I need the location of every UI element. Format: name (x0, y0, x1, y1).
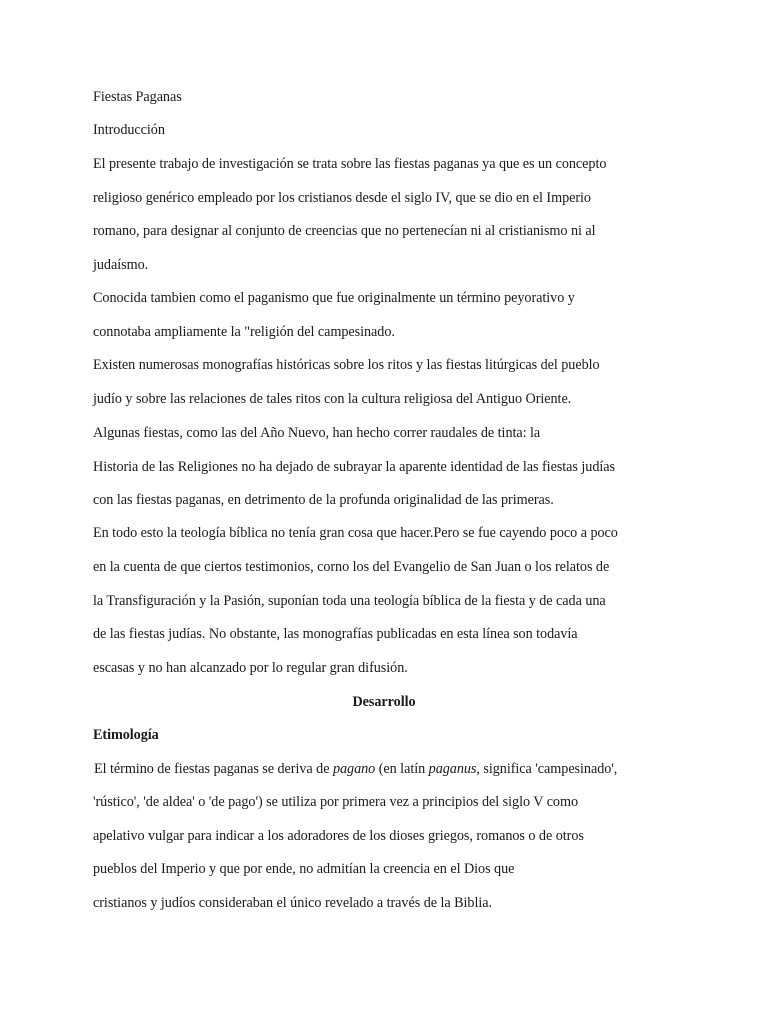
paragraph-line: apelativo vulgar para indicar a los adoradores de los dioses griegos, romanos o de otros (93, 828, 584, 844)
paragraph-line (94, 760, 617, 778)
text-run: , significa 'campesinado', (476, 761, 618, 777)
paragraph-line: En todo esto la teología bíblica no tenía gran cosa que hacer.Pero se fue cayendo poco a poco (93, 525, 618, 541)
text-run: El término de fiestas paganas se deriva de (94, 761, 333, 777)
paragraph-line: de las fiestas judías. No obstante, las monografías publicadas en esta línea son todavía (93, 626, 578, 642)
paragraph-line: 'rústico', 'de aldea' o 'de pago') se utiliza por primera vez a principios del siglo V como (93, 794, 579, 810)
intro-heading: Introducción (93, 122, 165, 138)
paragraph-line: Historia de las Religiones no ha dejado de subrayar la aparente identidad de las fiestas judías (93, 459, 615, 475)
paragraph-line: pueblos del Imperio y que por ende, no admitían la creencia en el Dios que (93, 861, 515, 877)
section-heading: Desarrollo (352, 694, 416, 710)
paragraph-line: Conocida tambien como el paganismo que fue originalmente un término peyorativo y (93, 290, 575, 306)
subsection-heading: Etimología (93, 727, 159, 743)
paragraph-line: escasas y no han alcanzado por lo regular gran difusión. (93, 660, 408, 676)
text-run: (en latín (375, 761, 429, 777)
italic-term: pagano (332, 761, 376, 777)
paragraph-line: Existen numerosas monografías históricas sobre los ritos y las fiestas litúrgicas del pueblo (93, 357, 600, 373)
paragraph-line: judaísmo. (93, 257, 149, 273)
paragraph-line: cristianos y judíos consideraban el único revelado a través de la Biblia. (93, 895, 492, 911)
paragraph-line: con las fiestas paganas, en detrimento de la profunda originalidad de las primeras. (93, 492, 554, 508)
paragraph-line: religioso genérico empleado por los cristianos desde el siglo IV, que se dio en el Imperio (93, 190, 591, 206)
italic-term: paganus (428, 761, 477, 777)
paragraph-line: romano, para designar al conjunto de creencias que no pertenecían ni al cristianismo ni al (93, 223, 596, 239)
paragraph-line: Algunas fiestas, como las del Año Nuevo, han hecho correr raudales de tinta: la (93, 425, 541, 441)
paragraph-line: judío y sobre las relaciones de tales ritos con la cultura religiosa del Antiguo Oriente. (93, 391, 572, 407)
document-title: Fiestas Paganas (93, 89, 182, 105)
paragraph-line: en la cuenta de que ciertos testimonios, corno los del Evangelio de San Juan o los relatos de (93, 559, 610, 575)
paragraph-line: El presente trabajo de investigación se trata sobre las fiestas paganas ya que es un concepto (93, 156, 607, 172)
paragraph-line: la Transfiguración y la Pasión, suponían toda una teología bíblica de la fiesta y de cada una (93, 593, 606, 609)
paragraph-line: connotaba ampliamente la "religión del campesinado. (93, 324, 395, 340)
